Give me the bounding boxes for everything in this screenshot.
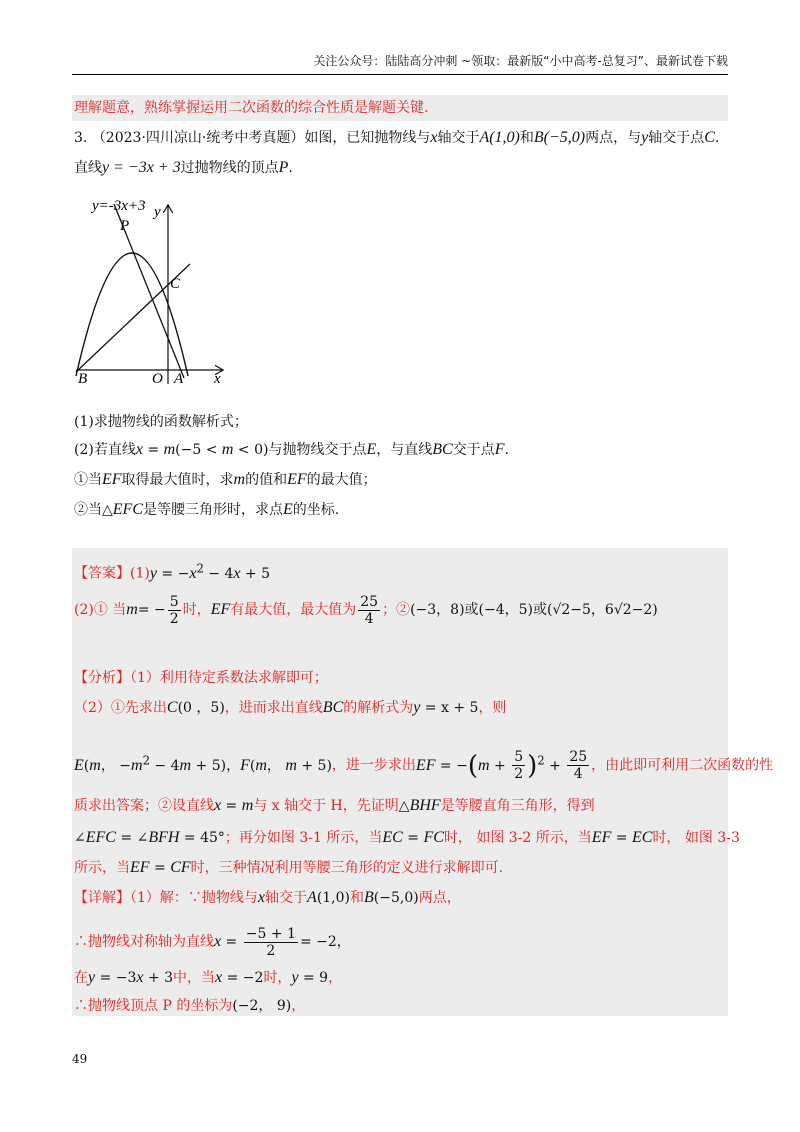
question-2-1: ①当EF取得最大值时，求m的值和EF的最大值； <box>74 471 377 488</box>
parabola-graph <box>72 192 232 392</box>
parabola-curve <box>76 253 188 376</box>
page-header: 关注公众号：陆陆高分冲刺 ~领取：最新版“小中高考-总复习”、最新试卷下载 <box>72 52 728 75</box>
label-P: P <box>120 218 130 234</box>
label-x: x <box>214 371 221 387</box>
analysis-line-1: 【分析】（1）利用待定系数法求解即可； <box>74 670 328 686</box>
detail-line-3: 在y = −3x + 3中，当x = −2时，y = 9， <box>74 969 343 986</box>
label-O: O <box>152 371 163 387</box>
question-1: (1)求抛物线的函数解析式； <box>74 414 248 430</box>
question-2: (2)若直线x = m(−5 < m < 0)与抛物线交于点E，与直线BC交于点F. <box>74 441 509 458</box>
problem-line-2: 直线y = −3x + 3过抛物线的顶点P. <box>74 159 293 176</box>
detail-line-4: ∴抛物线顶点 P 的坐标为(−2， 9)， <box>74 998 306 1014</box>
label-A: A <box>174 371 184 387</box>
analysis-line-6: 所示，当EF = CF时，三种情况利用等腰三角形的定义进行求解即可. <box>74 859 504 876</box>
problem-line-1: 3. （2023·四川凉山·统考中考真题）如图，已知抛物线与x轴交于A(1,0)和B(−5,0)两点，与y轴交于点C. <box>74 129 720 146</box>
label-B: B <box>78 371 88 387</box>
label-C: C <box>170 276 181 292</box>
analysis-line-3: E(m， $-m^2 - 4m + 5$)，F(m， m + 5)，进一步求出EF = −(m + $\frac{5}{2}$ )$^2$ + $\frac{25}{4}$ ，由此即可利用二次函数的性 <box>74 749 774 783</box>
intro-note: 理解题意，熟练掌握运用二次函数的综合性质是解题关键. <box>74 100 429 116</box>
label-y: y <box>154 204 161 220</box>
analysis-line-5: ∠EFC = ∠BFH = 45°；再分如图 3-1 所示，当EC = FC时， 如图 3-2 所示，当EF = EC时， 如图 3-3 <box>74 829 740 846</box>
answer-line-2: (2)① 当m= − $\frac{5}{2}$ 时，EF有最大值，最大值为 $\frac{25}{4}$ ；②(−3，8)或(−4，5)或(√2−5，6√2−2) <box>74 593 658 627</box>
detail-line-1: 【详解】（1）解：∵抛物线与x轴交于A(1,0)和B(−5,0)两点， <box>74 889 461 906</box>
detail-line-2: ∴抛物线对称轴为直线x = $\frac{-5 + 1}{2}$ = −2， <box>74 925 351 959</box>
page-number: 49 <box>72 1052 88 1066</box>
analysis-line-2: （2）①先求出C(0 ，5)，进而求出直线BC的解析式为y = x + 5，则 <box>74 699 507 716</box>
answer-line-1: 【答案】$(1)y = -x^2 - 4x + 5$ <box>74 561 271 582</box>
question-2-2: ②当△EFC是等腰三角形时，求点E的坐标. <box>74 501 340 518</box>
analysis-line-4: 质求出答案；②设直线x = m与 x 轴交于 H，先证明△BHF是等腰直角三角形，得到 <box>74 797 595 814</box>
label-line-eq: y=-3x+3 <box>92 198 146 214</box>
